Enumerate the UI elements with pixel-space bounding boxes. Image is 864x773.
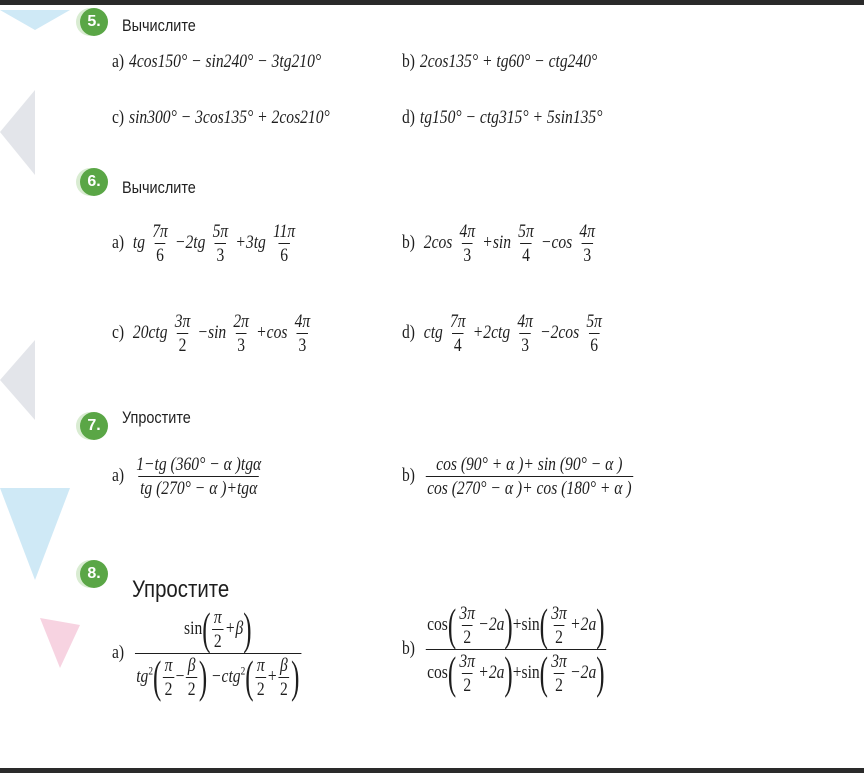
ex8-b-d-m2a: −2a [570,661,597,683]
ex8-a-num-two: 2 [213,631,222,652]
ex6-a-num1: 7π [152,221,168,242]
ex6-item-a [112,222,298,265]
deco-triangle-blue-big [0,488,70,580]
ex5-a-expr: 4cos150° − sin240° − 3tg210° [129,51,322,72]
ex8-b-d-frac1 [458,652,477,695]
ex8-a-beta: +β [224,617,244,639]
ex8-a-num-pi: π [213,607,222,628]
ex6-d-frac2 [516,312,535,355]
top-border [0,0,864,5]
ex8-item-a [112,603,303,703]
ex5-b-expr: 2cos135° + tg60° − ctg240° [419,51,598,72]
exercise-6-title: Вычислите [122,178,196,197]
ex5-d-label: d) [402,107,415,128]
ex6-a-den2: 3 [216,245,225,266]
ex8-a-ctg-sq: 2 [240,665,246,678]
ex5-d-expr: tg150° − ctg315° + 5sin135° [419,107,603,128]
decorative-triangles [0,0,90,773]
ex8-a-d-two3: 2 [256,679,265,700]
ex5-item-a [112,52,321,71]
ex8-b-sin2: +sin [512,661,540,683]
exercise-8-title: Упростите [132,576,230,603]
ex8-b-n-m2a: −2a [478,613,505,635]
ex5-item-c [112,108,330,127]
ex6-c-den2: 3 [237,335,246,356]
ex8-a-denominator: $tg^2$( $\frac{\pi}{2}$ − $\frac{\beta}{2}$ ) −ctg$^2$( $\frac{\pi}{2}$ + $\frac{\beta}{2}$ ) [136,651,300,703]
ex6-b-num1: 4π [459,221,476,242]
ex6-b-den1: 3 [463,245,472,266]
ex8-a-d-frac3 [255,656,266,699]
ex6-d-num1: 7π [450,311,466,332]
ex7-b-numerator: cos (90° + α )+ sin (90° − α ) [436,454,623,475]
ex8-a-d-two4: 2 [279,679,288,700]
ex6-d-frac1 [448,312,467,355]
ex8-a-tg-sq: 2 [148,665,153,678]
ex6-c-term3: +cos [256,321,288,343]
ex6-a-den1: 6 [156,245,164,266]
ex8-b-d-3pi2: 3π [551,651,567,672]
ex6-a-frac2 [211,222,230,265]
ex6-a-den3: 6 [280,245,288,266]
ex6-d-frac3 [585,312,604,355]
ex6-d-num3: 5π [586,311,602,332]
ex8-a-num-frac [212,608,223,651]
ex6-a-frac1 [151,222,170,265]
ex8-b-numerator: cos( $\frac{3\pi}{2}$ −2a)+sin( $\frac{3\pi}{2}$ +2a) [427,599,605,651]
ex8-a-d-two1: 2 [164,679,173,700]
exercise-5-badge: 5. [80,8,108,36]
ex6-b-frac2 [517,222,536,265]
ex8-a-tg: tg [136,665,149,687]
ex7-b-denominator: cos (270° − α )+ cos (180° + α ) [427,478,632,499]
ex8-b-n-two2: 2 [555,627,563,648]
bottom-border [0,768,864,773]
ex8-b-d-two1: 2 [463,675,472,696]
ex7-a-denominator: tg (270° − α )+tgα [140,478,258,499]
deco-triangle-blue-top [0,10,70,30]
exercise-7-title: Упростите [122,408,191,427]
ex6-b-term1: 2cos [423,231,453,253]
ex7-a-fraction [135,455,263,498]
exercise-5-title: Вычислите [122,16,196,35]
ex6-a-num3: 11π [272,221,296,242]
ex5-item-d [402,108,602,127]
ex6-item-d [402,312,605,355]
ex8-b-n-two1: 2 [463,627,472,648]
deco-triangle-gray-2 [0,340,35,420]
ex6-d-den3: 6 [590,335,599,356]
ex6-b-frac1 [458,222,477,265]
ex8-a-d-beta1: β [187,655,196,676]
ex6-d-term2: +2ctg [472,321,511,343]
exercise-6-badge: 6. [80,168,108,196]
ex8-b-d-frac2 [550,652,569,695]
exercise-8-badge: 8. [80,560,108,588]
ex8-b-fraction [425,599,606,699]
ex6-b-num2: 5π [518,221,534,242]
ex6-item-c [112,312,314,355]
ex7-a-numerator: 1−tg (360° − α )tgα [136,454,262,475]
ex6-c-num2: 2π [233,311,249,332]
ex8-b-cos1: cos [427,613,448,635]
ex8-b-n-frac2 [550,604,569,647]
ex6-item-b [402,222,598,265]
ex6-c-label: c) [112,321,125,343]
ex6-c-term2: −sin [197,321,227,343]
ex7-b-fraction [425,455,633,498]
ex7-a-label: a) [112,464,125,486]
ex6-d-label: d) [402,321,415,343]
ex6-d-num2: 4π [517,311,533,332]
ex8-a-d-pi1: π [164,655,173,676]
ex6-b-term3: −cos [540,231,573,253]
ex8-b-d-p2a: +2a [478,661,505,683]
ex6-a-label: a) [112,231,125,253]
exercise-7-badge: 7. [80,412,108,440]
ex6-d-term3: −2cos [540,321,580,343]
ex6-b-frac3 [578,222,597,265]
ex6-c-den3: 3 [298,335,307,356]
ex6-c-frac2 [232,312,251,355]
ex8-item-b [402,599,608,699]
ex5-a-label: a) [112,51,125,72]
ex8-b-label: b) [402,637,415,659]
ex8-b-d-two2: 2 [555,675,563,696]
ex8-a-sin: sin [184,617,203,639]
ex6-a-term1: tg [132,231,146,253]
ex8-a-fraction [135,603,301,703]
ex8-a-d-pi2: π [256,655,265,676]
ex6-c-den1: 2 [178,335,187,356]
deco-triangle-gray-1 [0,90,35,175]
ex6-c-term1: 20ctg [132,321,168,343]
ex6-d-term1: ctg [423,321,443,343]
ex8-b-n-3pi2: 3π [551,603,567,624]
ex8-b-sin1: +sin [512,613,540,635]
ex8-b-n-p2a: +2a [570,613,597,635]
ex6-c-frac3 [293,312,312,355]
ex8-b-cos2: cos [427,661,448,683]
ex8-b-denominator: cos( $\frac{3\pi}{2}$ +2a)+sin( $\frac{3\pi}{2}$ −2a) [427,647,605,699]
ex6-c-frac1 [173,312,192,355]
ex8-a-d-frac1 [163,656,174,699]
deco-triangle-pink [40,618,80,668]
ex8-a-d-frac2 [186,656,197,699]
ex6-c-num3: 4π [294,311,311,332]
ex8-b-n-3pi1: 3π [459,603,476,624]
ex8-a-d-plus: + [267,665,277,687]
ex7-b-label: b) [402,464,415,486]
ex6-b-num3: 4π [579,221,596,242]
ex8-a-d-two2: 2 [187,679,196,700]
ex6-d-den2: 3 [521,335,530,356]
ex8-a-numerator: sin( $\frac{\pi}{2}$ +β) [184,603,252,655]
ex8-b-d-3pi1: 3π [459,651,476,672]
ex8-a-d-minus: − [175,665,185,687]
ex7-item-b [402,455,635,498]
ex5-b-label: b) [402,51,415,72]
ex6-a-term2: −2tg [174,231,206,253]
ex8-a-ctg: −ctg [211,665,241,687]
ex6-a-frac3 [271,222,297,265]
ex8-b-n-frac1 [458,604,477,647]
ex5-c-expr: sin300° − 3cos135° + 2cos210° [129,107,330,128]
ex7-item-a [112,455,264,498]
ex6-b-den3: 3 [583,245,592,266]
ex6-b-term2: +sin [482,231,512,253]
ex8-a-d-frac4 [278,656,289,699]
ex6-b-den2: 4 [522,245,530,266]
ex6-a-num2: 5π [212,221,229,242]
ex6-d-den1: 4 [453,335,462,356]
ex6-c-num1: 3π [174,311,191,332]
ex6-b-label: b) [402,231,415,253]
ex5-item-b [402,52,597,71]
ex6-a-term3: +3tg [235,231,266,253]
ex8-a-d-beta2: β [280,655,288,676]
ex5-c-label: c) [112,107,125,128]
ex8-a-label: a) [112,641,125,663]
